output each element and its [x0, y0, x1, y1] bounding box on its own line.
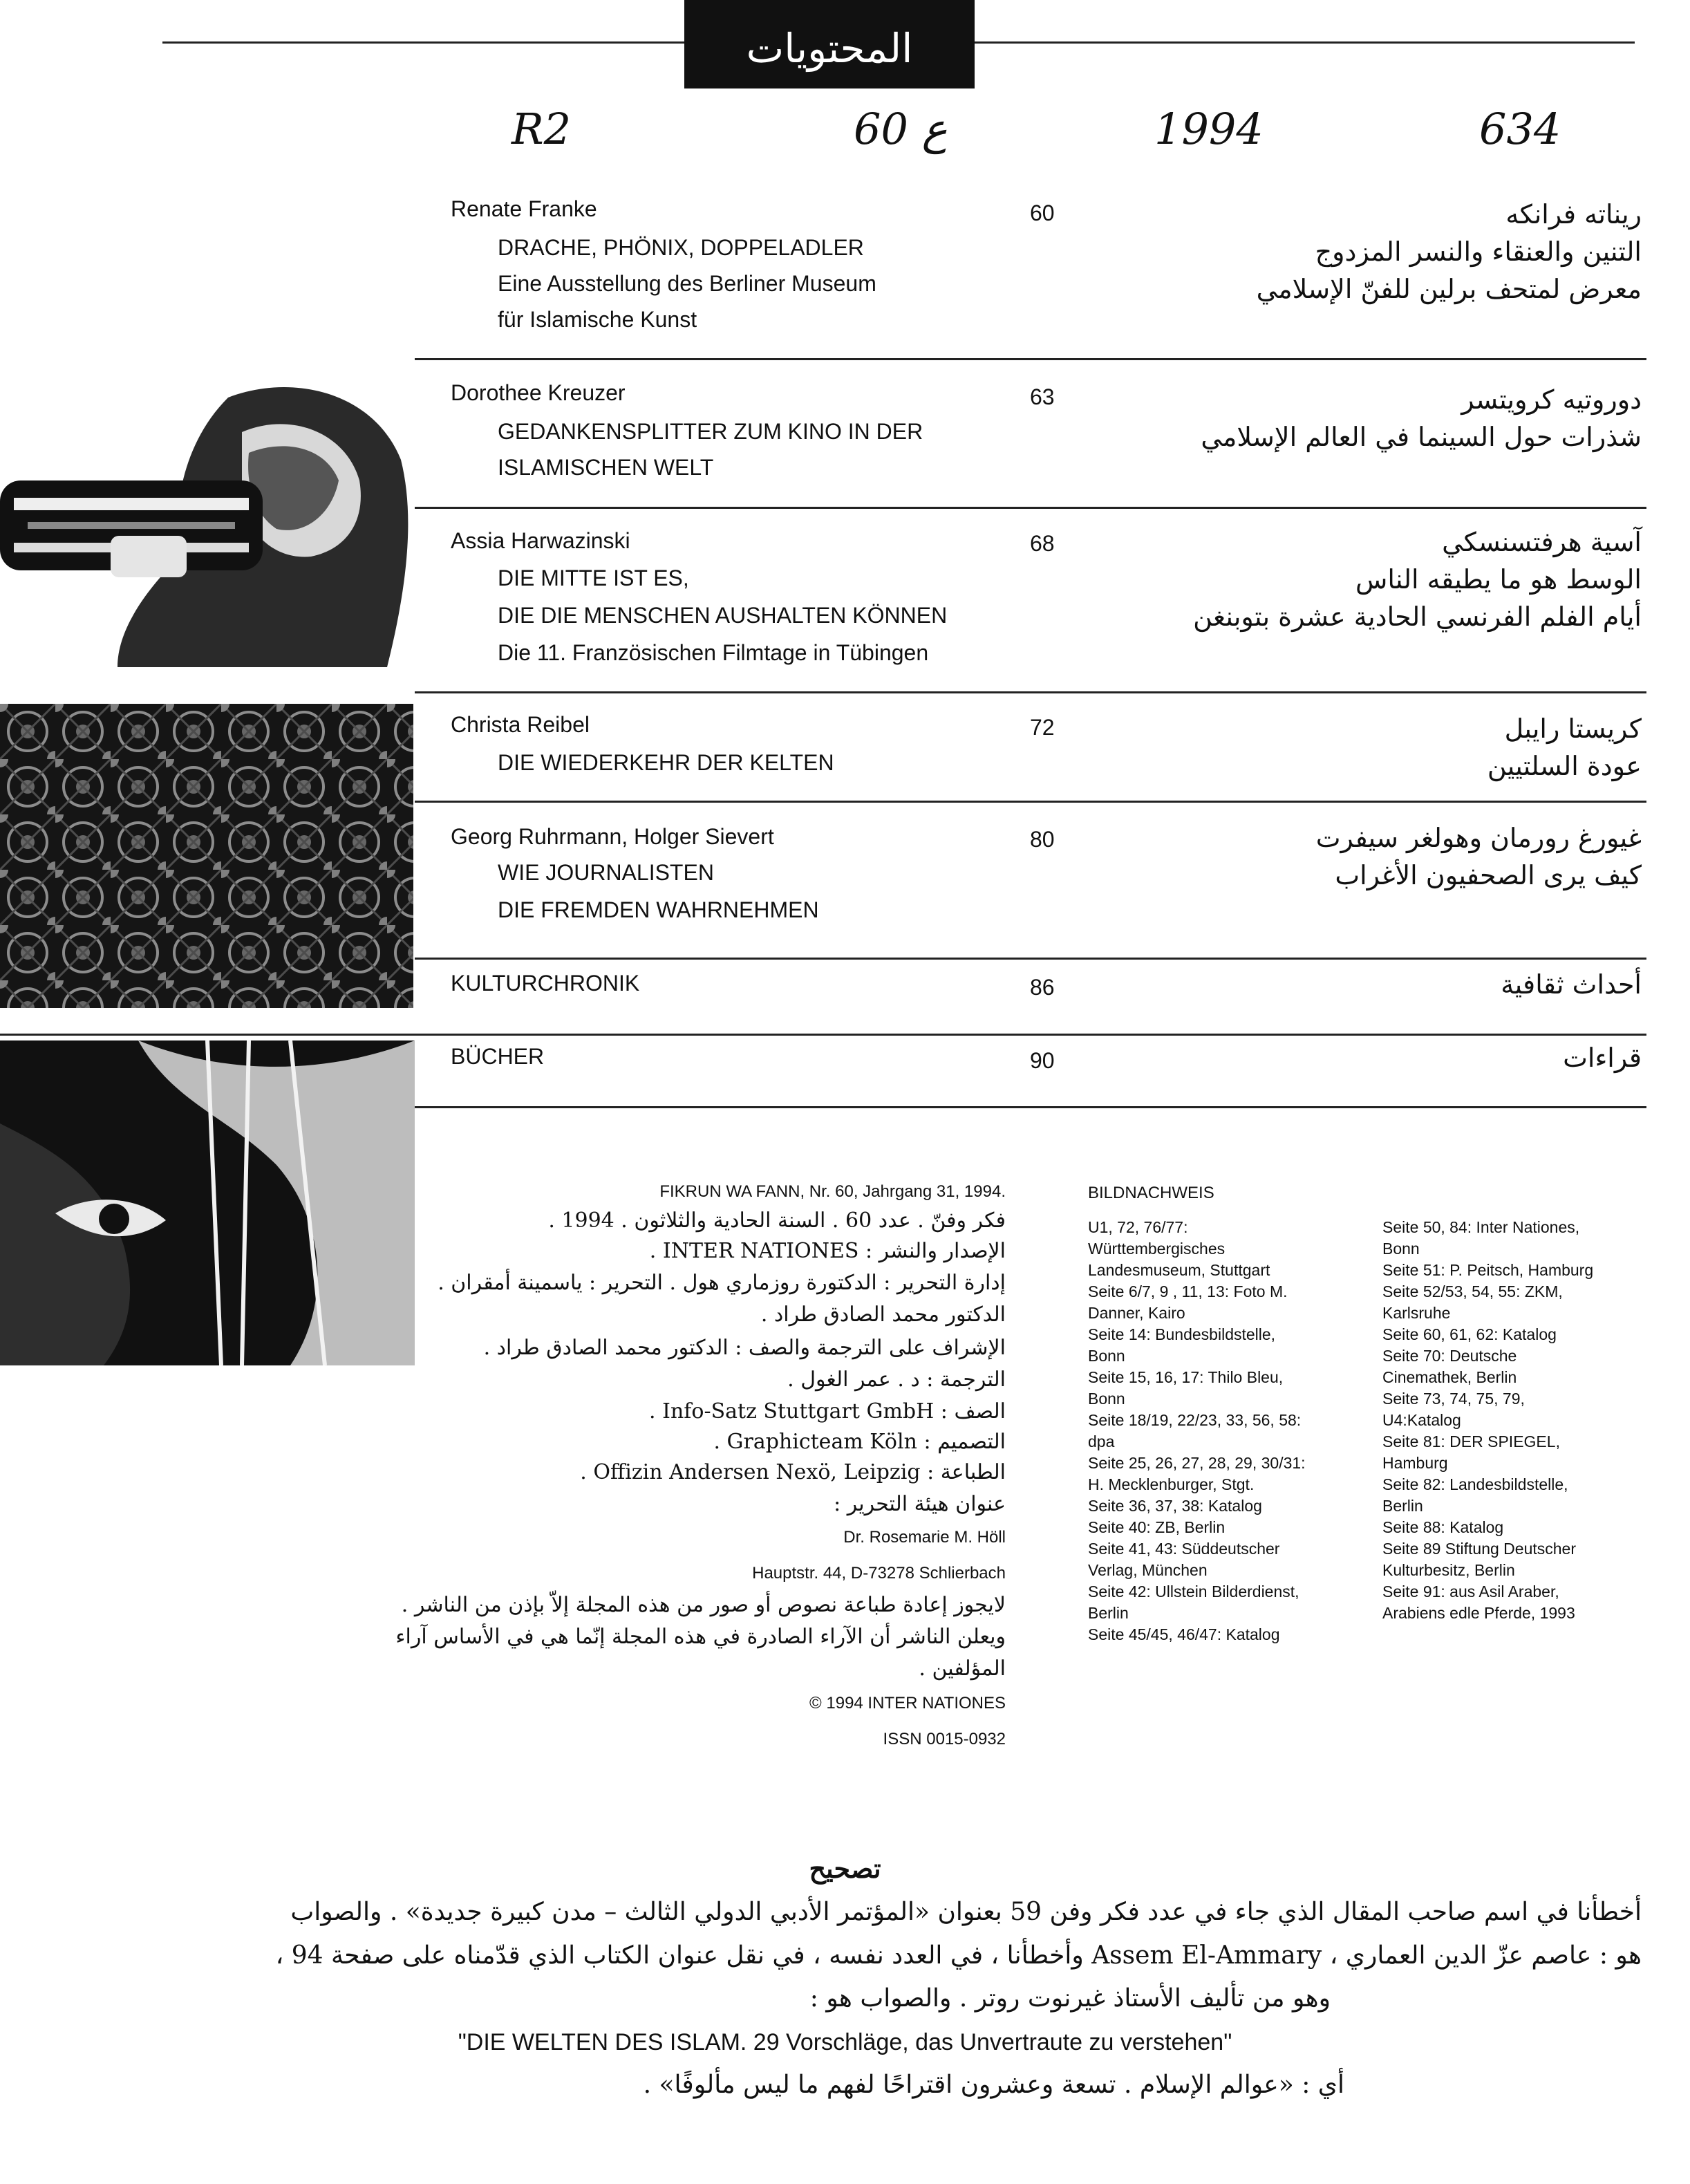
- credit-line: Danner, Kairo: [1088, 1304, 1185, 1322]
- credits-column-2: [1382, 1217, 1593, 1624]
- entry-7-section-de: BÜCHER: [451, 1044, 545, 1069]
- credit-line: Seite 73, 74, 75, 79,: [1382, 1390, 1525, 1408]
- imprint-ar-10: عنوان هيئة التحرير :: [834, 1492, 1006, 1516]
- handwritten-note-3: 1994: [1154, 104, 1264, 154]
- credits-column-1: [1088, 1217, 1306, 1645]
- correction-line-2: هو : عاصم عزّ الدين العماري ، Assem El-Ammary وأخطأنا ، في العدد نفسه ، في نقل عنوان الكتاب الذي قدّمناه على صفحة 94 ،: [275, 1941, 1642, 1970]
- entry-divider-2: [415, 507, 1646, 509]
- entry-divider-7: [415, 1106, 1646, 1108]
- imprint-ar-7: الصف : Info-Satz Stuttgart GmbH .: [649, 1399, 1006, 1424]
- entry-1-title-de-2: Eine Ausstellung des Berliner Museum: [498, 271, 876, 296]
- entry-divider-5: [415, 958, 1646, 960]
- credits-title: BILDNACHWEIS: [1088, 1184, 1214, 1202]
- entry-5-page: 80: [1030, 827, 1055, 852]
- credit-line: Seite 88: Katalog: [1382, 1518, 1504, 1536]
- entry-divider-4: [415, 801, 1646, 803]
- entry-divider-3: [415, 691, 1646, 693]
- page-title: المحتويات: [684, 0, 975, 88]
- imprint-ar-2: الإصدار والنشر : INTER NATIONES .: [649, 1239, 1006, 1263]
- credit-line: Seite 36, 37, 38: Katalog: [1088, 1497, 1262, 1515]
- credit-line: Bonn: [1088, 1390, 1125, 1408]
- entry-5-title-ar-1: كيف يرى الصحفيون الأغراب: [1335, 860, 1642, 890]
- entry-4-title-de-1: DIE WIEDERKEHR DER KELTEN: [498, 750, 834, 775]
- handwritten-note-4: 634: [1479, 104, 1561, 154]
- photo-face: [0, 1040, 415, 1365]
- credit-line: Landesmuseum, Stuttgart: [1088, 1261, 1270, 1279]
- entry-2-author-ar: دوروتيه كرويتسر: [1461, 384, 1642, 415]
- imprint-ar-13: المؤلفين .: [919, 1656, 1006, 1681]
- credit-line: Seite 14: Bundesbildstelle,: [1088, 1325, 1276, 1343]
- entry-3-title-de-2: DIE DIE MENSCHEN AUSHALTEN KÖNNEN: [498, 603, 948, 628]
- entry-6-section-de: KULTURCHRONIK: [451, 971, 640, 996]
- entry-4-author-ar: كريستا رايبل: [1504, 713, 1642, 744]
- imprint-copyright: © 1994 INTER NATIONES: [809, 1694, 1006, 1712]
- credit-line: Karlsruhe: [1382, 1304, 1451, 1322]
- handwritten-note-1: R2: [511, 104, 572, 154]
- header-rule-left: [162, 41, 688, 44]
- imprint-ar-5: الإشراف على الترجمة والصف : الدكتور محمد الصادق طراد .: [483, 1336, 1006, 1360]
- entry-5-title-de-2: DIE FREMDEN WAHRNEHMEN: [498, 897, 819, 922]
- entry-divider-6: [0, 1034, 1646, 1036]
- imprint-ar-12: ويعلن الناشر أن الآراء الصادرة في هذه المجلة إنّما هي في الأساس آراء: [395, 1625, 1006, 1649]
- credit-line: Seite 18/19, 22/23, 33, 56, 58:: [1088, 1411, 1302, 1429]
- entry-3-title-de-1: DIE MITTE IST ES,: [498, 566, 689, 590]
- credit-line: Seite 25, 26, 27, 28, 29, 30/31:: [1088, 1454, 1306, 1472]
- correction-line-4: "DIE WELTEN DES ISLAM. 29 Vorschläge, das Unvertraute zu verstehen": [458, 2029, 1232, 2055]
- correction-line-1: أخطأنا في اسم صاحب المقال الذي جاء في عدد فكر وفن 59 بعنوان «المؤتمر الأدبي الدولي الثالث – مدن كبيرة جديدة» . والصواب: [290, 1898, 1642, 1926]
- imprint-ar-6: الترجمة : د . عمر الغول .: [787, 1368, 1006, 1392]
- credit-line: Seite 81: DER SPIEGEL,: [1382, 1432, 1560, 1450]
- credit-line: Seite 50, 84: Inter Nationes,: [1382, 1218, 1580, 1236]
- credit-line: Seite 51: P. Peitsch, Hamburg: [1382, 1261, 1594, 1279]
- correction-line-5: أي : «عوالم الإسلام . تسعة وعشرون اقتراحًا لفهم ما ليس مألوفًا» .: [643, 2071, 1344, 2099]
- credit-line: Seite 89 Stiftung Deutscher: [1382, 1540, 1576, 1558]
- header-rule-right: [971, 41, 1635, 44]
- credit-line: Seite 41, 43: Süddeutscher: [1088, 1540, 1280, 1558]
- imprint-ar-4: الدكتور محمد الصادق طراد .: [760, 1303, 1006, 1327]
- photo-filmmaker: [0, 377, 415, 667]
- imprint-ar-8: التصميم : Graphicteam Köln .: [713, 1430, 1006, 1454]
- entry-1-page: 60: [1030, 200, 1055, 225]
- imprint-ar-3: إدارة التحرير : الدكتورة روزماري هول . التحرير : ياسمينة أمقران .: [438, 1271, 1006, 1295]
- entry-3-title-de-3: Die 11. Französischen Filmtage in Tübingen: [498, 640, 929, 665]
- credit-line: Seite 40: ZB, Berlin: [1088, 1518, 1226, 1536]
- entry-5-title-de-1: WIE JOURNALISTEN: [498, 860, 714, 885]
- imprint-ar-1: فكر وفنّ . عدد 60 . السنة الحادية والثلاثون . 1994 .: [548, 1208, 1006, 1233]
- imprint-issn: ISSN 0015-0932: [883, 1730, 1006, 1748]
- credit-line: Bonn: [1382, 1240, 1420, 1258]
- entry-1-title-de-3: für Islamische Kunst: [498, 307, 697, 332]
- entry-6-section-ar: أحداث ثقافية: [1501, 969, 1642, 1000]
- handwritten-note-2: 60 ع: [854, 104, 948, 154]
- entry-4-page: 72: [1030, 715, 1055, 740]
- entry-2-title-ar-1: شذرات حول السينما في العالم الإسلامي: [1201, 422, 1642, 452]
- entry-5-author-ar: غيورغ رورمان وهولغر سيفرت: [1315, 823, 1642, 853]
- entry-3-title-ar-1: الوسط هو ما يطيقه الناس: [1355, 564, 1642, 595]
- credit-line: Seite 45/45, 46/47: Katalog: [1088, 1625, 1280, 1643]
- credit-line: Seite 6/7, 9 , 11, 13: Foto M.: [1088, 1282, 1288, 1300]
- entry-6-page: 86: [1030, 975, 1055, 1000]
- entry-3-author-de: Assia Harwazinski: [451, 528, 630, 553]
- credit-line: Bonn: [1088, 1347, 1125, 1365]
- entry-3-author-ar: آسية هرفتسنسكي: [1442, 527, 1642, 557]
- credit-line: Verlag, München: [1088, 1561, 1208, 1579]
- entry-4-author-de: Christa Reibel: [451, 712, 590, 737]
- entry-2-title-de-1: GEDANKENSPLITTER ZUM KINO IN DER: [498, 419, 923, 444]
- entry-1-author-ar: ريناته فرانكه: [1505, 199, 1642, 230]
- credit-line: Seite 15, 16, 17: Thilo Bleu,: [1088, 1368, 1284, 1386]
- imprint-ar-11: لايجوز إعادة طباعة نصوص أو صور من هذه المجلة إلاّ بإذن من الناشر .: [401, 1593, 1006, 1617]
- entry-1-author-de: Renate Franke: [451, 196, 597, 221]
- credit-line: Württembergisches: [1088, 1240, 1226, 1258]
- credit-line: Seite 70: Deutsche: [1382, 1347, 1517, 1365]
- credit-line: Seite 91: aus Asil Araber,: [1382, 1583, 1559, 1600]
- correction-line-3: وهو من تأليف الأستاذ غيرنوت روتر . والصواب هو :: [809, 1984, 1331, 2013]
- credit-line: Cinemathek, Berlin: [1382, 1368, 1517, 1386]
- imprint-address-name: Dr. Rosemarie M. Höll: [843, 1528, 1006, 1547]
- entry-3-title-ar-2: أيام الفلم الفرنسي الحادية عشرة بتوبنغن: [1193, 601, 1642, 632]
- credit-line: Seite 52/53, 54, 55: ZKM,: [1382, 1282, 1563, 1300]
- entry-7-page: 90: [1030, 1048, 1055, 1073]
- correction-title: تصحيح: [809, 1853, 881, 1884]
- entry-divider-1: [415, 358, 1646, 360]
- credit-line: H. Mecklenburger, Stgt.: [1088, 1475, 1255, 1493]
- credit-line: U4:Katalog: [1382, 1411, 1461, 1429]
- imprint-address-street: Hauptstr. 44, D-73278 Schlierbach: [752, 1564, 1006, 1583]
- entry-2-page: 63: [1030, 384, 1055, 409]
- entry-7-section-ar: قراءات: [1563, 1043, 1642, 1073]
- credit-line: Kulturbesitz, Berlin: [1382, 1561, 1515, 1579]
- entry-1-title-ar-2: معرض لمتحف برلين للفنّ الإسلامي: [1256, 274, 1642, 304]
- entry-1-title-ar-1: التنين والعنقاء والنسر المزدوج: [1315, 236, 1642, 267]
- imprint-ar-9: الطباعة : Offizin Andersen Nexö, Leipzig .: [580, 1460, 1006, 1484]
- entry-2-title-de-2: ISLAMISCHEN WELT: [498, 455, 714, 480]
- entry-5-author-de: Georg Ruhrmann, Holger Sievert: [451, 824, 774, 849]
- entry-4-title-ar-1: عودة السلتيين: [1487, 751, 1642, 781]
- entry-1-title-de-1: DRACHE, PHÖNIX, DOPPELADLER: [498, 235, 864, 260]
- entry-2-author-de: Dorothee Kreuzer: [451, 380, 626, 405]
- credit-line: Seite 60, 61, 62: Katalog: [1382, 1325, 1557, 1343]
- entry-3-page: 68: [1030, 531, 1055, 556]
- credit-line: dpa: [1088, 1432, 1115, 1450]
- credit-line: Berlin: [1382, 1497, 1423, 1515]
- photo-ornament: [0, 704, 413, 1008]
- credit-line: Seite 42: Ullstein Bilderdienst,: [1088, 1583, 1299, 1600]
- credit-line: Berlin: [1088, 1604, 1129, 1622]
- credit-line: U1, 72, 76/77:: [1088, 1218, 1188, 1236]
- credit-line: Seite 82: Landesbildstelle,: [1382, 1475, 1568, 1493]
- credit-line: Hamburg: [1382, 1454, 1448, 1472]
- credit-line: Arabiens edle Pferde, 1993: [1382, 1604, 1575, 1622]
- imprint-title-line: FIKRUN WA FANN, Nr. 60, Jahrgang 31, 1994.: [659, 1182, 1006, 1201]
